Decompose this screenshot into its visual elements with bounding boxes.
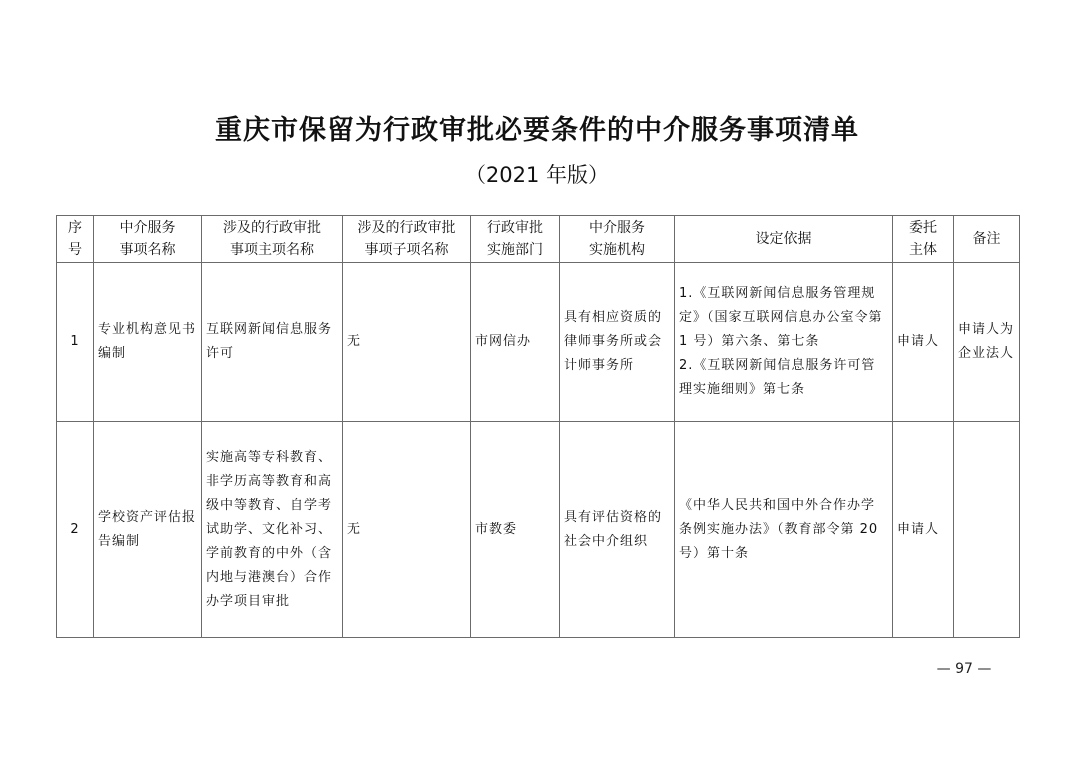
- row-approval-department: 市网信办: [471, 263, 560, 422]
- row-legal-basis: 1.《互联网新闻信息服务管理规定》（国家互联网信息办公室令第 1 号）第六条、第七条 2.《互联网新闻信息服务许可管理实施细则》第七条: [675, 263, 893, 422]
- header-approval-department: 行政审批 实施部门: [471, 216, 560, 263]
- header-service-name: 中介服务 事项名称: [94, 216, 202, 263]
- header-sub-approval-item: 涉及的行政审批 事项子项名称: [343, 216, 471, 263]
- header-serial-number: 序 号: [57, 216, 94, 263]
- intermediary-service-table: [56, 215, 1020, 638]
- row-serial-number: 1: [57, 263, 94, 422]
- row-main-approval-item: 互联网新闻信息服务许可: [202, 263, 343, 422]
- page-number: — 97 —: [936, 661, 992, 677]
- header-legal-basis: 设定依据: [675, 216, 893, 263]
- row-service-agency: 具有评估资格的社会中介组织: [560, 422, 675, 638]
- header-entrusting-party: 委托 主体: [893, 216, 954, 263]
- row-service-name: 专业机构意见书编制: [94, 263, 202, 422]
- table-header-row: [57, 216, 1020, 263]
- document-title: 重庆市保留为行政审批必要条件的中介服务事项清单: [215, 115, 859, 146]
- row-approval-department: 市教委: [471, 422, 560, 638]
- row-service-name: 学校资产评估报告编制: [94, 422, 202, 638]
- document-subtitle: （2021 年版）: [464, 163, 610, 187]
- header-remarks: 备注: [954, 216, 1020, 263]
- row-sub-approval-item: 无: [343, 263, 471, 422]
- row-serial-number: 2: [57, 422, 94, 638]
- row-legal-basis: 《中华人民共和国中外合作办学条例实施办法》（教育部令第 20 号）第十条: [675, 422, 893, 638]
- row-remarks: 申请人为企业法人: [954, 263, 1020, 422]
- row-remarks: [954, 422, 1020, 638]
- table-row: [57, 422, 1020, 638]
- row-entrusting-party: 申请人: [893, 422, 954, 638]
- row-entrusting-party: 申请人: [893, 263, 954, 422]
- row-main-approval-item: 实施高等专科教育、非学历高等教育和高级中等教育、自学考试助学、文化补习、学前教育的中外（含内地与港澳台）合作办学项目审批: [202, 422, 343, 638]
- table-row: [57, 263, 1020, 422]
- header-main-approval-item: 涉及的行政审批 事项主项名称: [202, 216, 343, 263]
- row-service-agency: 具有相应资质的律师事务所或会计师事务所: [560, 263, 675, 422]
- header-service-agency: 中介服务 实施机构: [560, 216, 675, 263]
- row-sub-approval-item: 无: [343, 422, 471, 638]
